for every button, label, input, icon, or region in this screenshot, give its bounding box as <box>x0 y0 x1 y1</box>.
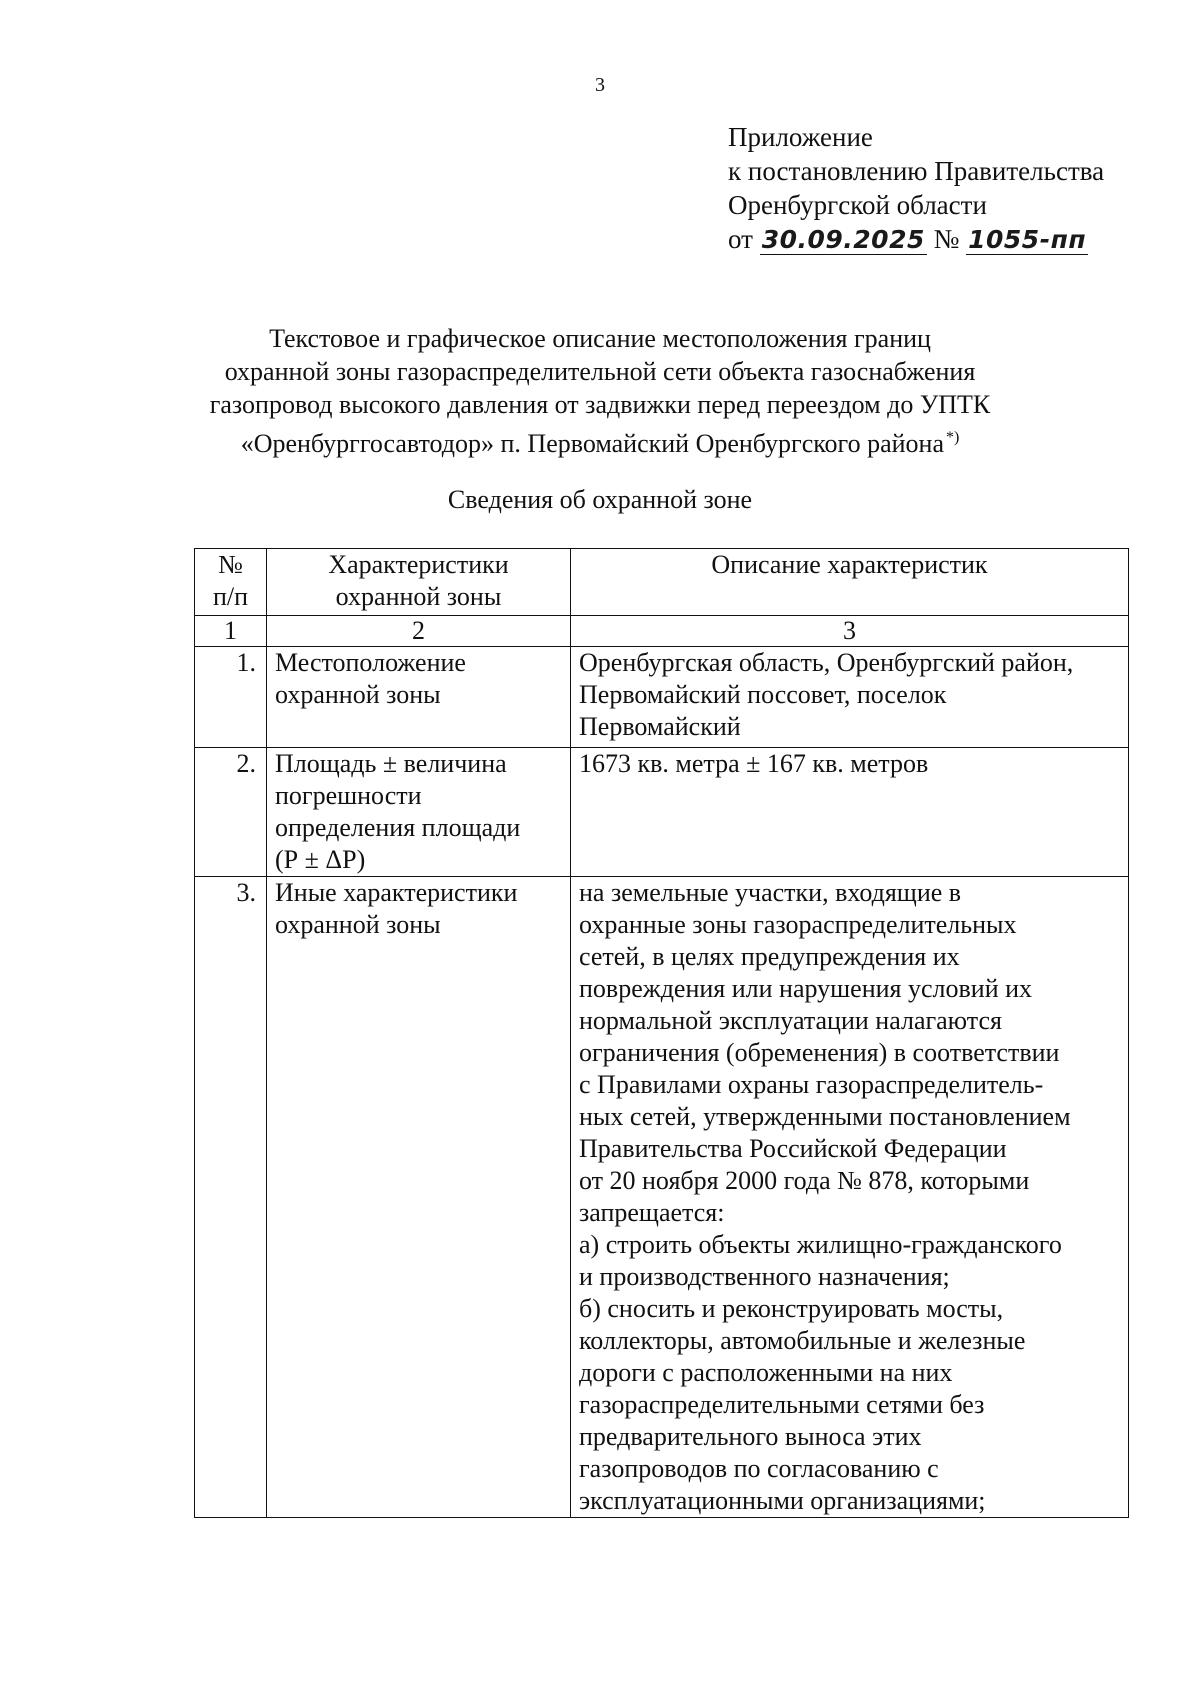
row-characteristic: Площадь ± величина погрешности определения площади (Р ± ΔР) <box>267 748 571 877</box>
header-characteristic: Характеристики охранной зоны <box>267 549 571 616</box>
page-number: 3 <box>595 74 605 96</box>
table-row <box>195 877 1129 1518</box>
column-number-row <box>195 616 1129 647</box>
appendix-line-4 <box>728 222 1104 256</box>
header-number: № п/п <box>195 549 267 616</box>
handwritten-date: 30.09.2025 <box>761 225 925 254</box>
header-description: Описание характеристик <box>571 549 1129 616</box>
appendix-line-1: Приложение <box>728 122 873 152</box>
table-row <box>195 647 1129 748</box>
column-number-1: 1 <box>195 616 267 647</box>
row-description: 1673 кв. метра ± 167 кв. метров <box>571 748 1129 877</box>
number-label: № <box>933 224 960 254</box>
title-line-3: газопровод высокого давления от задвижки перед переездом до УПТК <box>209 390 991 419</box>
column-number-3: 3 <box>571 616 1129 647</box>
title-line-1: Текстовое и графическое описание местоположения границ <box>269 324 931 353</box>
column-number-2: 2 <box>267 616 571 647</box>
document-title <box>0 322 1200 460</box>
appendix-block <box>728 120 1104 256</box>
section-subtitle: Сведения об охранной зоне <box>447 485 753 514</box>
row-description: на земельные участки, входящие в охранные зоны газораспределительных сетей, в целях предупреждения их повреждения или нарушения условий их нормальной эксплуатации налагаются ограничения (обременения) в соответствии с Правилами охраны газораспределитель- ных сетей, утвержденными постановлением Правительства Российской Федерации от 20 ноября 2000 года № 878, которыми запрещается: а) строить объекты жилищно-гражданского и производственного назначения; б) сносить и реконструировать мосты, коллекторы, автомобильные и железные дороги с расположенными на них газораспределительными сетями без предварительного выноса этих газопроводов по согласованию с эксплуатационными организациями; <box>571 877 1129 1518</box>
appendix-line-3: Оренбургской области <box>728 190 987 220</box>
row-characteristic: Местоположение охранной зоны <box>267 647 571 748</box>
table-header-row <box>195 549 1129 616</box>
row-number: 3. <box>195 877 267 1518</box>
title-line-4 <box>0 421 1200 460</box>
handwritten-number: 1055-пп <box>968 225 1087 254</box>
zone-info-table <box>194 548 1129 1518</box>
table-row <box>195 748 1129 877</box>
from-label: от <box>728 224 753 254</box>
title-line-2: охранной зоны газораспределительной сети объекта газоснабжения <box>224 357 976 386</box>
title-line-4-text: «Оренбурггосавтодор» п. Первомайский Оренбургского района <box>240 429 944 458</box>
footnote-mark: *) <box>945 429 960 446</box>
row-number: 1. <box>195 647 267 748</box>
row-characteristic: Иные характеристики охранной зоны <box>267 877 571 1518</box>
row-description: Оренбургская область, Оренбургский район, Первомайский поссовет, поселок Первомайский <box>571 647 1129 748</box>
row-number: 2. <box>195 748 267 877</box>
appendix-line-2: к постановлению Правительства <box>728 156 1105 186</box>
